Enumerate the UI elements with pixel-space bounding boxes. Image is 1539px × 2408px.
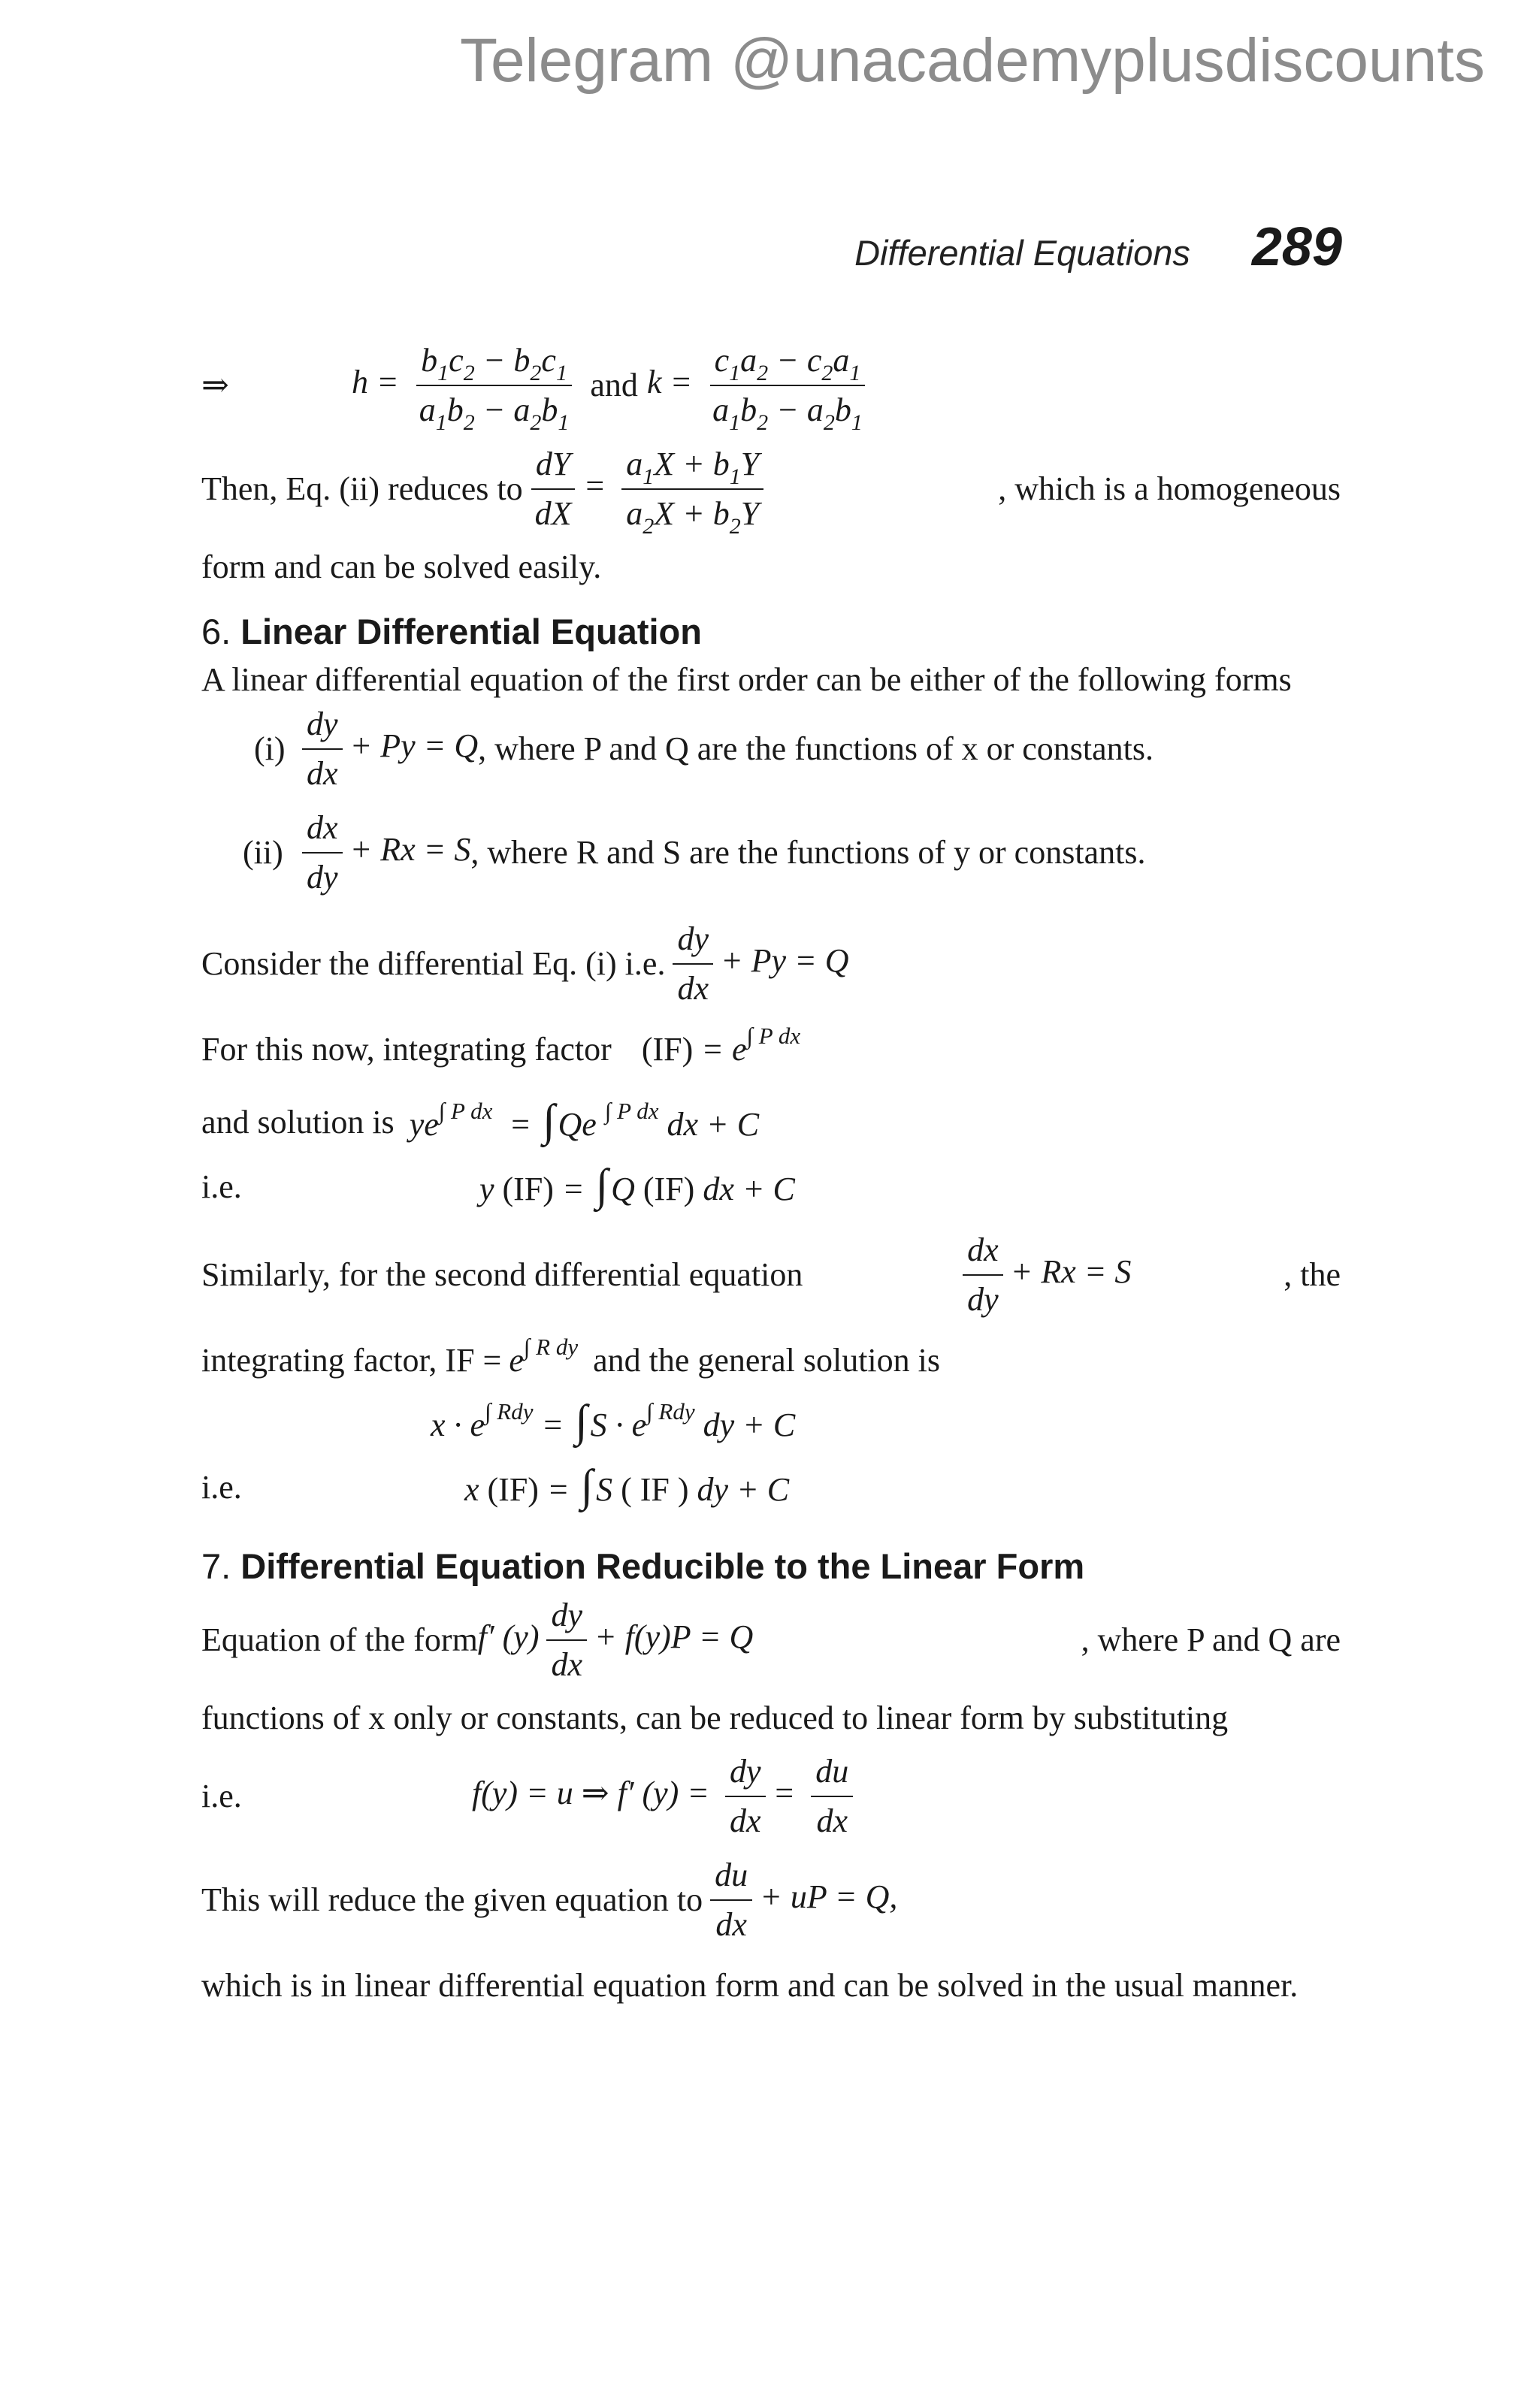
substitution-formula: f(y) = u ⇒ f′ (y) = $\frac{dy}{dx}$ = $\frac{du}{dx}$ [472,1749,860,1844]
watermark: Telegram @unacademyplusdiscounts [459,26,1485,95]
second-solution-if-line [201,1461,1341,1512]
if2-formula: $e^{\int R dy}$ [509,1334,579,1379]
page-content [201,338,1341,2008]
and-word: and [590,367,638,403]
second-solution-formula: $x \cdot e^{\int Rdy} = \int S \cdot e^{\int Rdy}$ dy + C [431,1396,796,1446]
substitution-line [201,1749,1341,1844]
running-head [854,217,1342,293]
form-i [201,702,1341,796]
solution-line [201,1095,1341,1147]
if2-line [201,1334,1341,1382]
form-solved-text: form and can be solved easily. [201,548,602,585]
reduces-line [201,442,1341,539]
ie-label-1: i.e. [201,1168,242,1205]
for-this-text: For this now, integrating factor [201,1031,612,1068]
consider-equation: $\frac{dy}{dx}$ + Py = Q [665,917,848,1011]
section-7-number: 7. [201,1546,231,1586]
consider-text: Consider the differential Eq. (i) i.e. [201,945,666,982]
reduces-text: Then, Eq. (ii) reduces to [201,470,523,507]
second-solution-if-formula: x (IF) = ∫S ( IF ) dy + C [464,1461,790,1510]
section-7-title: Differential Equation Reducible to the Linear Form [240,1546,1085,1586]
similarly-text: Similarly, for the second differential equation [201,1256,803,1293]
form-i-text: , where P and Q are the functions of x or constants. [478,730,1154,767]
section-7-heading [201,1545,1341,1588]
functions-of-text: functions of x only or constants, can be reduced to linear form by substituting [201,1699,1229,1736]
page-number: 289 [1251,217,1342,277]
solution-if-formula: y (IF) = ∫Q (IF) dx + C [479,1160,795,1210]
general-solution-text: and the general solution is [593,1342,940,1379]
ie-label-2: i.e. [201,1469,242,1506]
chapter-title: Differential Equations [854,233,1190,273]
form-ii-label: (ii) [243,834,283,871]
homogeneous-text: , which is a homogeneous [998,470,1341,507]
similarly-end: , the [1284,1256,1341,1293]
consider-line [201,917,1341,1011]
and-solution-text: and solution is [201,1104,395,1141]
h-formula: h = $\frac{b_1c_2 - b_2c_1}{a_1b_2 - a_2b_1}$ [352,338,581,433]
hk-equation [201,338,1341,433]
section-6-title: Linear Differential Equation [240,612,702,651]
if-formula: $(IF) = e^{\int P dx}$ [641,1023,801,1068]
reduced-equation: $\frac{du}{dx}$ + uP = Q, [703,1853,897,1947]
second-equation: $\frac{dx}{dy}$ + Rx = S [955,1228,1131,1322]
similarly-line [201,1228,1341,1322]
this-will-text: This will reduce the given equation to [201,1881,703,1918]
if-line [201,1023,1341,1071]
form-i-equation: $\frac{dy}{dx}$ + Py = Q [295,702,478,796]
eq-form-end: , where P and Q are [1081,1621,1341,1658]
implies-symbol: ⇒ [201,367,229,403]
eq-form-start: Equation of the form [201,1621,478,1658]
solution-if-line [201,1160,1341,1211]
reducible-equation: f′ (y) $\frac{dy}{dx}$ + f(y)P = Q [478,1593,754,1687]
homogeneous-equation: $\frac{dY}{dX}$ = $\frac{a_1X + b_1Y}{a_2X + b_2Y}$ [523,442,772,536]
final-text: which is in linear differential equation form and can be solved in the usual manner. [201,1967,1299,2004]
section-6-heading [201,610,1341,654]
k-formula: k = $\frac{c_1a_2 - c_2a_1}{a_1b_2 - a_2b_1}$ [647,338,875,433]
second-solution-line [201,1396,1341,1447]
form-ii [201,805,1341,900]
form-ii-text: , where R and S are the functions of y or constants. [470,834,1146,871]
form-ii-equation: $\frac{dx}{dy}$ + Rx = S [295,805,470,900]
reduce-line [201,1853,1341,1947]
if2-text: integrating factor, IF = [201,1342,502,1379]
linear-intro: A linear differential equation of the first order can be either of the following forms [201,661,1292,698]
form-i-label: (i) [254,730,286,767]
solution-formula: $ye^{\int P dx} = \int Qe$ $^{\int P dx}$ dx + C [409,1095,760,1145]
eq-form-line [201,1593,1341,1687]
section-6-number: 6. [201,612,231,651]
ie-label-3: i.e. [201,1778,242,1814]
